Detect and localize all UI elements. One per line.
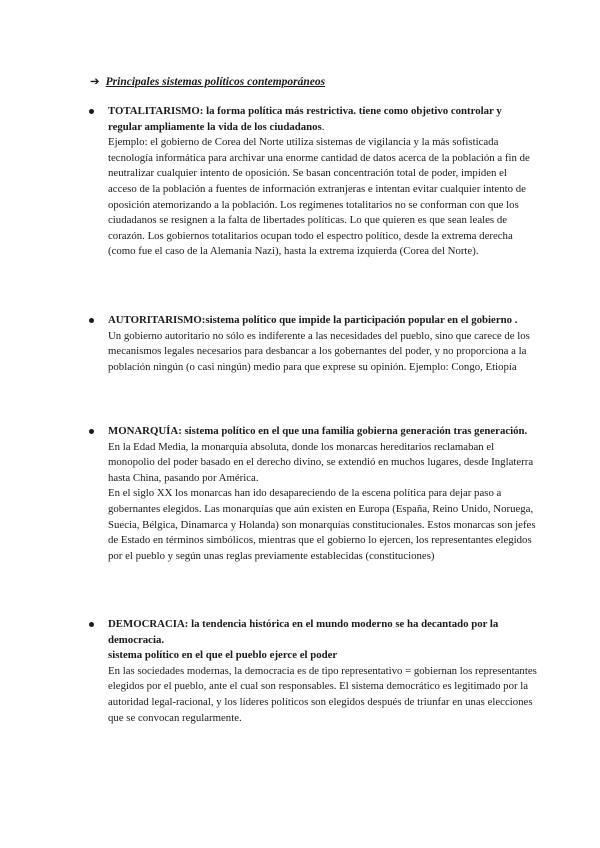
section-definition: la forma política más restrictiva. tiene como objetivo controlar y regular ampliamente la vida de los ciudadanos (108, 105, 502, 133)
section-democracia (108, 617, 538, 726)
heading-text: Principales sistemas políticos contemporáneos (105, 76, 326, 88)
bullet-icon (89, 109, 94, 114)
section-term: AUTORITARISMO: (108, 314, 206, 326)
section-paragraph: Un gobierno autoritario no sólo es indiferente a las necesidades del pueblo, sino que carece de los mecanismos legales necesarios para desbancar a los gobernantes del poder, y no proporciona a la población ningún (o casi ningún) medio para que exprese su opinión. Ejemplo: Congo, Etiopía (108, 329, 530, 373)
section-monarquia (108, 424, 538, 564)
section-title (108, 424, 538, 440)
section-body (108, 329, 538, 376)
section-term: DEMOCRACIA: (108, 618, 189, 630)
page-heading (90, 74, 325, 88)
section-definition: : sistema político en el que una familia gobierna generación tras generación. (178, 425, 528, 437)
section-paragraph: En la Edad Media, la monarquía absoluta, donde los monarcas hereditarios reclamaban el monopolio del poder basado en el derecho divino, se extendió en muchos lugares, desde Inglaterra hasta China, pasando por América. (108, 440, 534, 484)
section-body (108, 664, 538, 726)
section-subtitle: sistema político en el que el pueblo ejerce el poder (108, 649, 338, 662)
bullet-icon (89, 622, 94, 627)
bullet-icon (89, 429, 94, 434)
section-paragraph: En las sociedades modernas, la democracia es de tipo representativo = gobiernan los representantes elegidos por el pueblo, ante el cual son responsables. El sistema democrático es legitimado por la autoridad legal-racional, y los líderes políticos son elegidos después de triunfar en unas elecciones que se convocan regularmente. (108, 664, 537, 724)
section-totalitarismo (108, 104, 538, 260)
section-title (108, 617, 538, 648)
section-body (108, 135, 538, 260)
section-definition-end: . (321, 120, 325, 133)
section-paragraph: Ejemplo: el gobierno de Corea del Norte utiliza sistemas de vigilancia y la más sofisticada tecnología informática para archivar una enorme cantidad de datos acerca de la población a fin de neutralizar cualquier intento de oposición. Se basan concentración total de poder, impiden el acceso de la población a fuentes de información extranjeras e intentan evitar cualquier intento de oposición atemorizando a la población. Los regímenes totalitarios no se conforman con que los ciudadanos se resignen a la falta de libertades políticas. Lo que quieren es que sean leales de corazón. Los gobiernos totalitarios ocupan todo el espectro político, desde la extrema derecha (como fue el caso de la Alemania Nazi), hasta la extrema izquierda (Corea del Norte). (108, 136, 530, 258)
section-title (108, 313, 538, 329)
section-definition: la tendencia histórica en el mundo moderno se ha decantado por la democracia. (108, 618, 499, 646)
section-term: MONARQUÍA (108, 425, 179, 437)
section-definition: sistema político que impide la participación popular en el gobierno . (205, 314, 518, 326)
bullet-icon (89, 318, 94, 323)
section-paragraph: En el siglo XX los monarcas han ido desapareciendo de la escena política para dejar paso a gobernantes elegidos. Las monarquías que aún existen en Europa (España, Reino Unido, Noruega, Suecia, Bélgica, Dinamarca y Holanda) son monarquías constitucionales. Estos monarcas son jefes de Estado en términos simbólicos, mientras que el gobierno lo ejercen, los representantes elegidos por el pueblo y según unas reglas previamente establecidas (constituciones) (108, 487, 536, 562)
section-term: TOTALITARISMO: (108, 105, 204, 117)
section-body (108, 440, 538, 565)
section-autoritarismo (108, 313, 538, 375)
arrow-icon: ➔ (90, 76, 100, 88)
section-title (108, 104, 538, 135)
